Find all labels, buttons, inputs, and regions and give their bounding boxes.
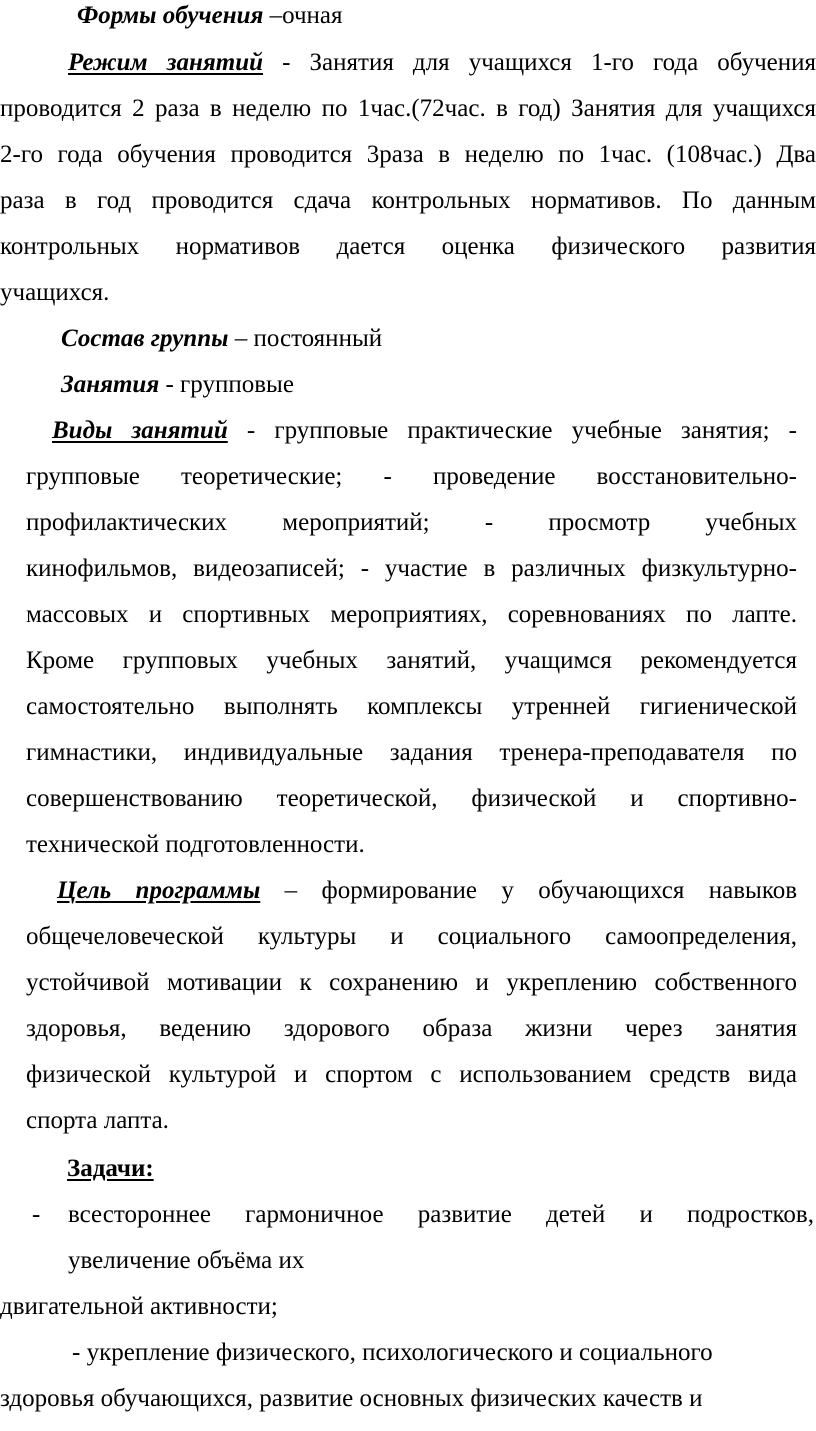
- forms-value: –очная: [263, 2, 343, 29]
- goal-line-6: спорта лапта.: [26, 1107, 169, 1134]
- forms-line: [77, 1, 343, 31]
- tasks-item2-line-1: - укрепление физического, психологического и социального: [72, 1339, 713, 1366]
- mode-line-3: 2-го года обучения проводится 3раза в неделю по 1час. (108час.) Два: [0, 141, 816, 168]
- lessons-line: [61, 370, 294, 400]
- lessons-value: - групповые: [159, 371, 294, 398]
- tasks-item1-bullet: -: [32, 1201, 41, 1228]
- tasks-item2-line-2: здоровья обучающихся, развитие основных физических качеств и: [0, 1385, 703, 1412]
- mode-line-1: Режим занятий - Занятия для учащихся 1-го года обучения: [68, 49, 816, 76]
- tasks-item1-line-2: увеличение объёма их: [68, 1247, 305, 1274]
- kinds-line-8: гимнастики, индивидуальные задания тренера-преподавателя по: [26, 739, 797, 766]
- group-line: [61, 324, 382, 354]
- mode-label: Режим занятий: [68, 49, 264, 76]
- group-label: Состав группы: [61, 325, 229, 352]
- mode-line-2: проводится 2 раза в неделю по 1час.(72час. в год) Занятия для учащихся: [0, 95, 816, 122]
- kinds-line-7: самостоятельно выполнять комплексы утренней гигиенической: [26, 693, 797, 720]
- goal-line-5: физической культурой и спортом с использованием средств вида: [26, 1061, 797, 1088]
- goal-line-2: общечеловеческой культуры и социального самоопределения,: [26, 923, 797, 950]
- goal-line-3: устойчивой мотивации к сохранению и укреплению собственного: [26, 969, 797, 996]
- goal-line-1: Цель программы – формирование у обучающихся навыков: [57, 877, 798, 904]
- goal-line-4: здоровья, ведению здорового образа жизни через занятия: [26, 1015, 797, 1042]
- mode-line-5: контрольных нормативов дается оценка физического развития: [0, 233, 816, 260]
- mode-line-6: учащихся.: [0, 279, 110, 306]
- kinds-line-5: массовых и спортивных мероприятиях, соревнованиях по лапте.: [26, 601, 797, 628]
- mode-line-4: раза в год проводится сдача контрольных нормативов. По данным: [0, 187, 816, 214]
- forms-label: Формы обучения: [77, 2, 264, 29]
- goal-label: Цель программы: [57, 877, 261, 904]
- tasks-heading: Задачи:: [67, 1155, 154, 1182]
- lessons-label: Занятия: [61, 371, 160, 398]
- tasks-item1-cont: двигательной активности;: [0, 1293, 278, 1320]
- kinds-line-1: Виды занятий - групповые практические учебные занятия; -: [52, 417, 798, 444]
- kinds-label: Виды занятий: [52, 417, 228, 444]
- tasks-item1-line-1: всестороннее гармоничное развитие детей и подростков,: [68, 1201, 814, 1228]
- kinds-line-6: Кроме групповых учебных занятий, учащимся рекомендуется: [26, 647, 797, 674]
- kinds-line-10: технической подготовленности.: [26, 831, 365, 858]
- kinds-line-3: профилактических мероприятий; - просмотр учебных: [26, 509, 797, 536]
- kinds-line-9: совершенствованию теоретической, физической и спортивно-: [26, 785, 797, 812]
- group-value: – постоянный: [228, 325, 383, 352]
- kinds-line-4: кинофильмов, видеозаписей; - участие в различных физкультурно-: [26, 555, 797, 582]
- kinds-line-2: групповые теоретические; - проведение восстановительно-: [26, 463, 797, 490]
